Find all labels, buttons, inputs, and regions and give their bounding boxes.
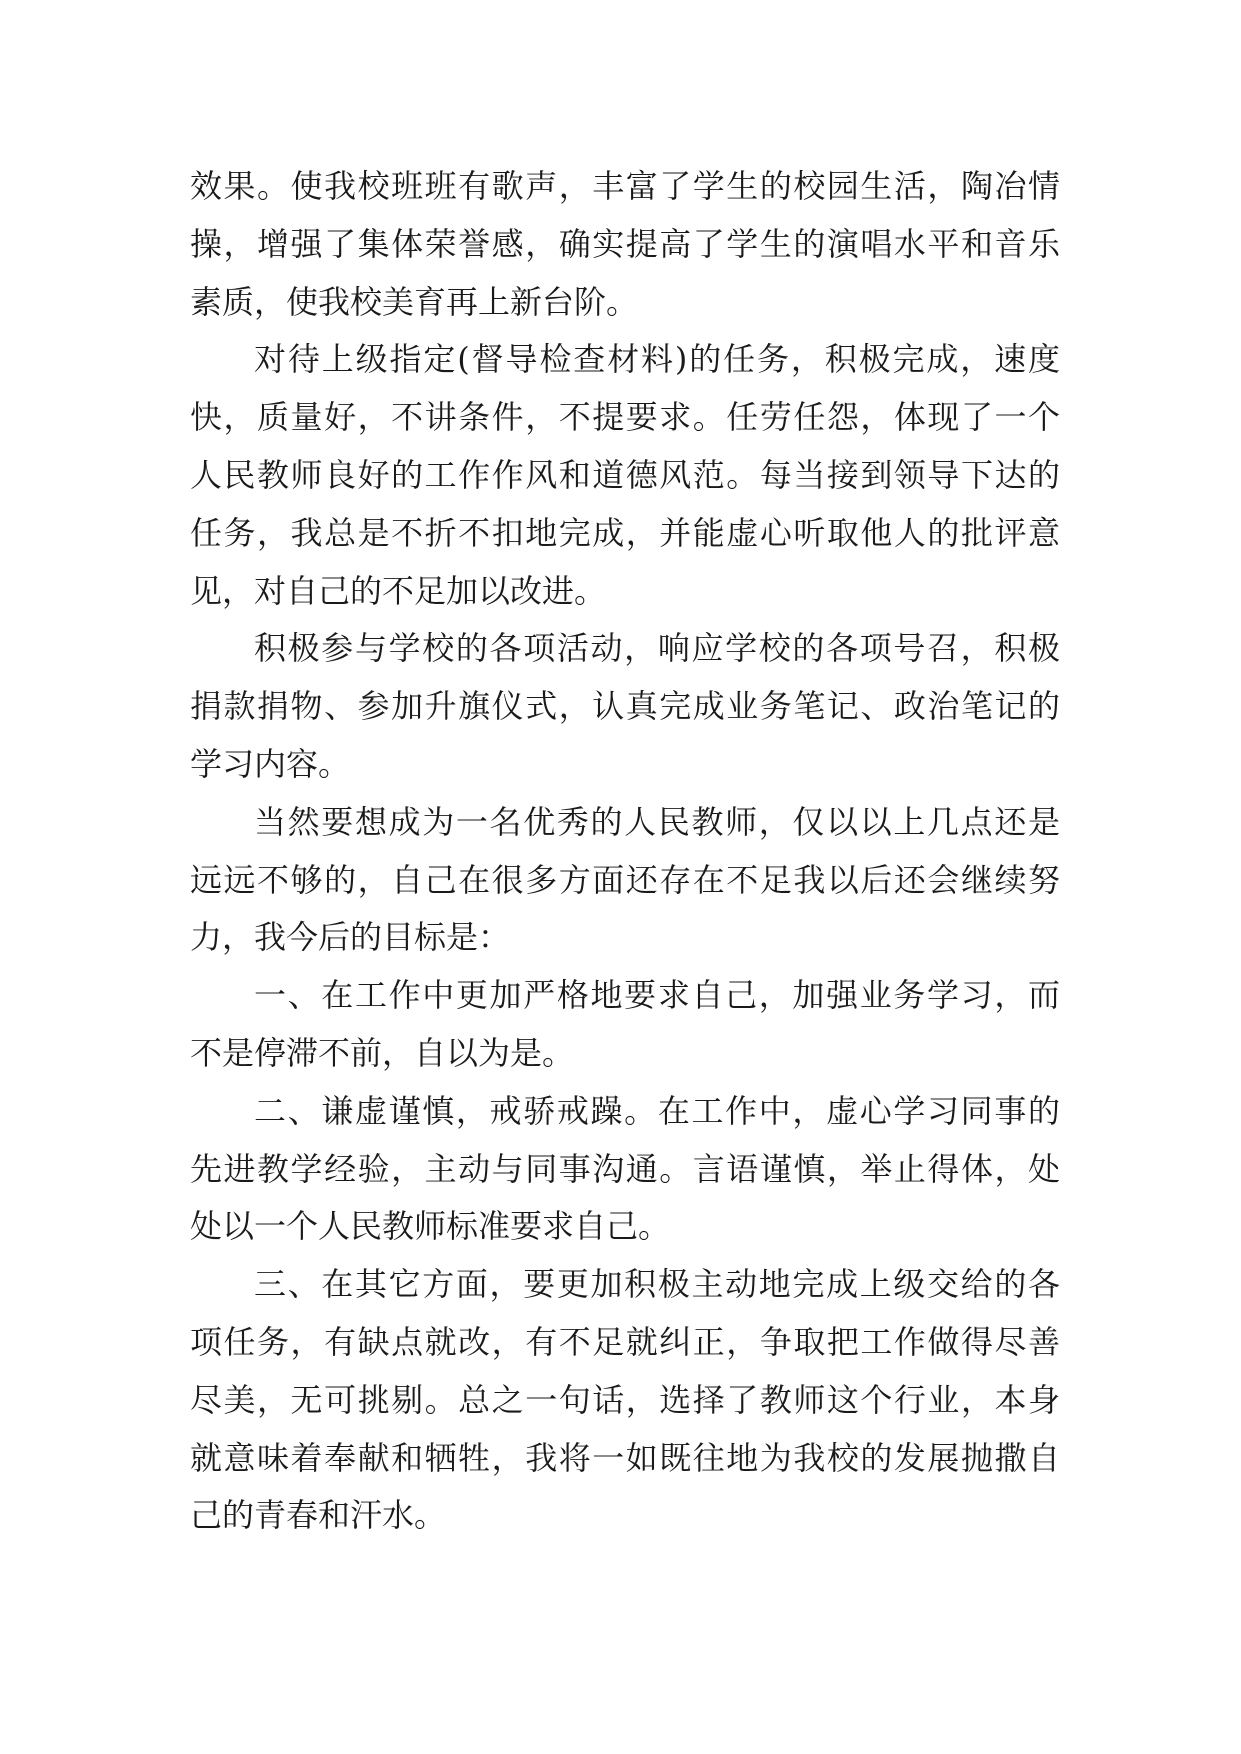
paragraph-1 <box>190 158 1060 331</box>
paragraph-4 <box>190 794 1060 967</box>
text-line: 人民教师良好的工作作风和道德风范。每当接到领导下达的 <box>190 455 1060 494</box>
text-line: 三、在其它方面，要更加积极主动地完成上级交给的各 <box>254 1265 1060 1304</box>
text-line: 快，质量好，不讲条件，不提要求。任劳任怨，体现了一个 <box>190 398 1060 437</box>
text-line: 积极参与学校的各项活动，响应学校的各项号召，积极 <box>254 629 1060 668</box>
text-line: 捐款捐物、参加升旗仪式，认真完成业务笔记、政治笔记的 <box>190 687 1060 726</box>
paragraph-6 <box>190 1083 1060 1256</box>
paragraph-7 <box>190 1256 1060 1545</box>
paragraph-3 <box>190 620 1060 793</box>
text-line: 不是停滞不前，自以为是。 <box>190 1033 575 1072</box>
text-line: 效果。使我校班班有歌声，丰富了学生的校园生活，陶冶情 <box>190 167 1060 205</box>
paragraph-2 <box>190 331 1060 620</box>
text-line: 己的青春和汗水。 <box>190 1496 447 1535</box>
text-line: 先进教学经验，主动与同事沟通。言语谨慎，举止得体，处 <box>190 1149 1060 1188</box>
text-line: 当然要想成为一名优秀的人民教师，仅以以上几点还是 <box>254 802 1060 841</box>
text-line: 尽美，无可挑剔。总之一句话，选择了教师这个行业，本身 <box>190 1380 1060 1419</box>
text-line: 就意味着奉献和牺牲，我将一如既往地为我校的发展抛撒自 <box>190 1438 1060 1477</box>
text-line: 操，增强了集体荣誉感，确实提高了学生的演唱水平和音乐 <box>190 224 1060 263</box>
text-line: 学习内容。 <box>190 744 351 783</box>
text-line: 一、在工作中更加严格地要求自己，加强业务学习，而 <box>254 976 1060 1015</box>
text-line: 素质，使我校美育再上新台阶。 <box>190 282 639 321</box>
document-body <box>190 158 1060 1545</box>
text-line: 力，我今后的目标是： <box>190 918 511 957</box>
text-line: 远远不够的，自己在很多方面还存在不足我以后还会继续努 <box>190 860 1060 899</box>
text-line: 处以一个人民教师标准要求自己。 <box>190 1207 671 1246</box>
text-line: 任务，我总是不折不扣地完成，并能虚心听取他人的批评意 <box>190 513 1060 552</box>
paragraph-5 <box>190 967 1060 1083</box>
text-line: 二、谦虚谨慎，戒骄戒躁。在工作中，虚心学习同事的 <box>254 1091 1060 1130</box>
text-line: 见，对自己的不足加以改进。 <box>190 571 607 610</box>
text-line: 项任务，有缺点就改，有不足就纠正，争取把工作做得尽善 <box>190 1322 1060 1361</box>
text-line: 对待上级指定(督导检查材料)的任务，积极完成，速度 <box>254 340 1060 379</box>
